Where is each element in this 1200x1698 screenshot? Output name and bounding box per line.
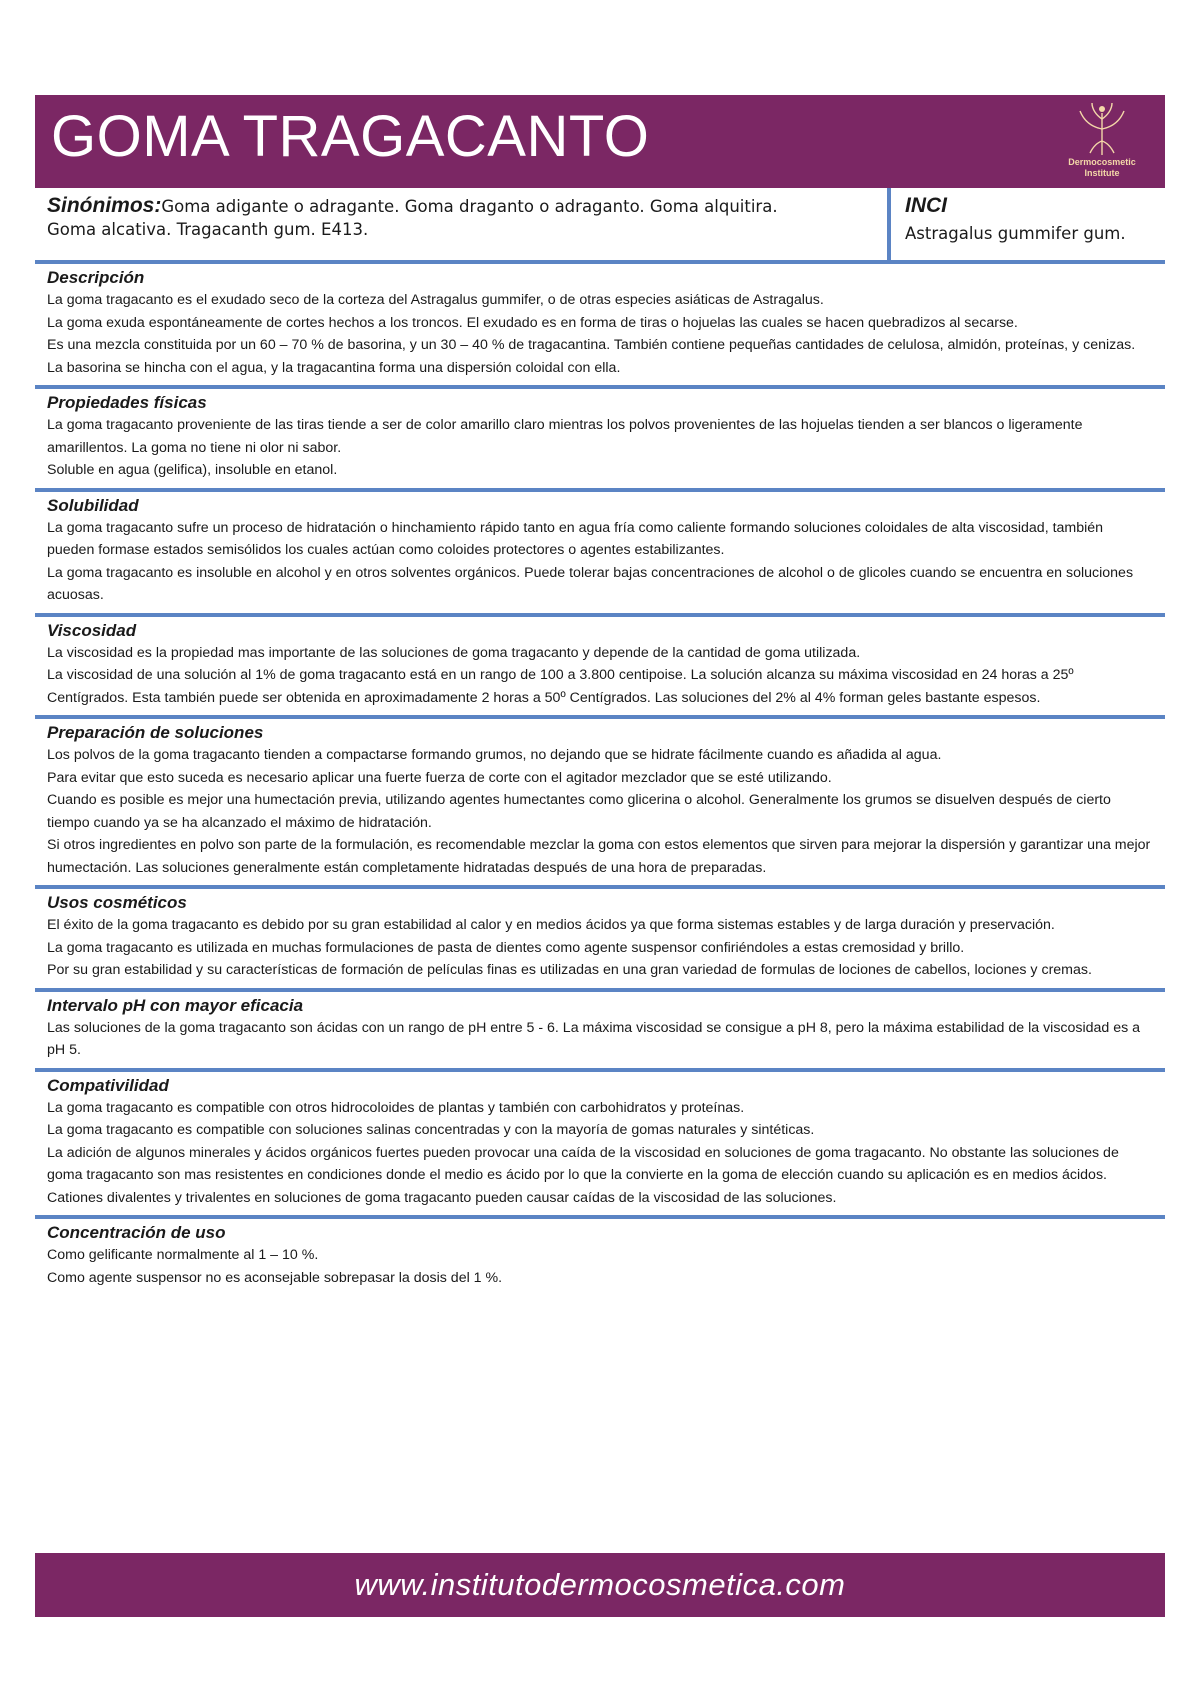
header-banner <box>35 95 1165 188</box>
section-paragraph: Cationes divalentes y trivalentes en soluciones de goma tragacanto pueden causar caídas de la viscosidad de las soluciones. <box>47 1189 837 1206</box>
inci-value: Astragalus gummifer gum. <box>905 224 1126 243</box>
synonyms-inci-row <box>35 188 1165 264</box>
section-title: Viscosidad <box>47 620 137 640</box>
section-paragraph: Soluble en agua (gelifica), insoluble en etanol. <box>47 462 338 478</box>
section-paragraph: Las soluciones de la goma tragacanto son ácidas con un rango de pH entre 5 - 6. La máxima viscosidad se consigue a pH 8, pero la máxima estabilidad de la viscosidad es a pH 5. <box>47 1019 1141 1058</box>
inci-block <box>891 188 1165 260</box>
section <box>35 889 1165 992</box>
section-paragraph: La goma tragacanto es compatible con otros hidrocoloides de plantas y también con carbohidratos y proteínas. <box>47 1099 745 1116</box>
section <box>35 992 1165 1072</box>
section-paragraph: La goma tragacanto proveniente de las tiras tiende a ser de color amarillo claro mientras los polvos provenientes de las hojuelas tienden a ser blancos o ligeramente amarillentos. La goma no tiene ni olor ni sabor. <box>47 417 1083 456</box>
section-title: Concentración de uso <box>47 1223 226 1242</box>
section-paragraph: La goma tragacanto es insoluble en alcohol y en otros solventes orgánicos. Puede tolerar bajas concentraciones de alcohol o de glicoles cuando se encuentra en soluciones acuosas. <box>47 564 1134 603</box>
institute-logo <box>1057 99 1147 185</box>
section-paragraph: Cuando es posible es mejor una humectación previa, utilizando agentes humectantes como glicerina o alcohol. Generalmente los grumos se disuelven después de cierto tiempo cuando ya se ha alcanzado el máximo de hidratación. <box>47 792 1111 831</box>
sections-container <box>35 264 1165 1295</box>
section-paragraph: Como gelificante normalmente al 1 – 10 %. <box>47 1247 319 1263</box>
synonyms-label: Sinónimos: <box>47 194 162 217</box>
datasheet <box>35 95 1165 1295</box>
website-link[interactable]: www.institutodermocosmetica.com <box>354 1567 846 1602</box>
section-paragraph: La adición de algunos minerales y ácidos orgánicos fuertes pueden provocar una caída de la viscosidad en soluciones de goma tragacanto. No obstante las soluciones de goma tragacanto son mas resistentes en condiciones donde el medio es ácido por lo que la convierte en la goma de elección cuando su aplicación es en medios ácidos. <box>47 1144 1119 1183</box>
synonyms-text-1: Goma adigante o adragante. Goma draganto o adraganto. Goma alquitira. <box>161 197 778 216</box>
section-title: Compativilidad <box>47 1075 169 1095</box>
section <box>35 264 1165 389</box>
synonyms-text-2: Goma alcativa. Tragacanth gum. E413. <box>47 220 369 239</box>
footer-banner <box>35 1553 1165 1617</box>
page-title: GOMA TRAGACANTO <box>51 104 650 169</box>
section-title: Intervalo pH con mayor eficacia <box>47 995 304 1015</box>
section-paragraph: La viscosidad es la propiedad mas importante de las soluciones de goma tragacanto y depende de la cantidad de goma utilizada. <box>47 644 861 661</box>
section-paragraph: Los polvos de la goma tragacanto tienden a compactarse formando grumos, no dejando que se hidrate fácilmente cuando es añadida al agua. <box>47 747 942 763</box>
section <box>35 719 1165 889</box>
section-title: Usos cosméticos <box>47 893 187 912</box>
inci-label: INCI <box>905 194 947 217</box>
section-paragraph: La viscosidad de una solución al 1% de goma tragacanto está en un rango de 100 a 3.800 centipoise. La solución alcanza su máxima viscosidad en 24 horas a 25º Centígrados. Esta también puede ser obtenida en aproximadamente 2 horas a 50º Centígrados. Las soluciones del 2% al 4% forman geles bastante espesos. <box>47 667 1074 706</box>
section <box>35 389 1165 492</box>
logo-text-line2: Institute <box>1084 168 1120 178</box>
plant-logo-icon <box>1072 99 1132 157</box>
synonyms-block <box>35 188 891 260</box>
section-paragraph: Por su gran estabilidad y su características de formación de películas finas es utilizadas en una gran variedad de formulas de lociones de cabellos, lociones y cremas. <box>47 962 1092 978</box>
section-paragraph: La goma exuda espontáneamente de cortes hechos a los troncos. El exudado es en forma de tiras o hojuelas las cuales se hacen quebradizos al secarse. <box>47 314 1018 331</box>
section <box>35 1219 1165 1295</box>
section <box>35 1072 1165 1220</box>
section-paragraph: El éxito de la goma tragacanto es debido por su gran estabilidad al calor y en medios ácidos ya que forma sistemas estables y de larga duración y preservación. <box>47 917 1055 933</box>
section-paragraph: Es una mezcla constituida por un 60 – 70 % de basorina, y un 30 – 40 % de tragacantina. También contiene pequeñas cantidades de celulosa, almidón, proteínas, y cenizas. La basorina se hincha con el agua, y la tragacantina forma una dispersión coloidal con ella. <box>47 337 1136 376</box>
section-title: Propiedades físicas <box>47 393 207 412</box>
section <box>35 492 1165 617</box>
section-title: Descripción <box>47 268 145 287</box>
section-paragraph: Si otros ingredientes en polvo son parte de la formulación, es recomendable mezclar la goma con estos elementos que sirven para mejorar la dispersión y garantizar una mejor humectación. Las soluciones generalmente están completamente hidratadas después de una hora de preparadas. <box>47 837 1151 876</box>
section-paragraph: Como agente suspensor no es aconsejable sobrepasar la dosis del 1 %. <box>47 1269 503 1286</box>
section-paragraph: La goma tragacanto sufre un proceso de hidratación o hinchamiento rápido tanto en agua fría como caliente formando soluciones coloidales de alta viscosidad, también pueden formase estados semisólidos los cuales actúan como coloides protectores o agentes estabilizantes. <box>47 519 1104 558</box>
section-paragraph: La goma tragacanto es compatible con soluciones salinas concentradas y con la mayoría de gomas naturales y sintéticas. <box>47 1122 815 1138</box>
section-paragraph: La goma tragacanto es el exudado seco de la corteza del Astragalus gummifer, o de otras especies asiáticas de Astragalus. <box>47 292 824 308</box>
section-paragraph: Para evitar que esto suceda es necesario aplicar una fuerte fuerza de corte con el agitador mezclador que se esté utilizando. <box>47 769 832 786</box>
section <box>35 617 1165 720</box>
section-title: Solubilidad <box>47 495 139 515</box>
section-title: Preparación de soluciones <box>47 723 264 742</box>
logo-text-line1: Dermocosmetic <box>1068 157 1136 167</box>
section-paragraph: La goma tragacanto es utilizada en muchas formulaciones de pasta de dientes como agente suspensor confiriéndoles a estas cremosidad y brillo. <box>47 939 965 956</box>
